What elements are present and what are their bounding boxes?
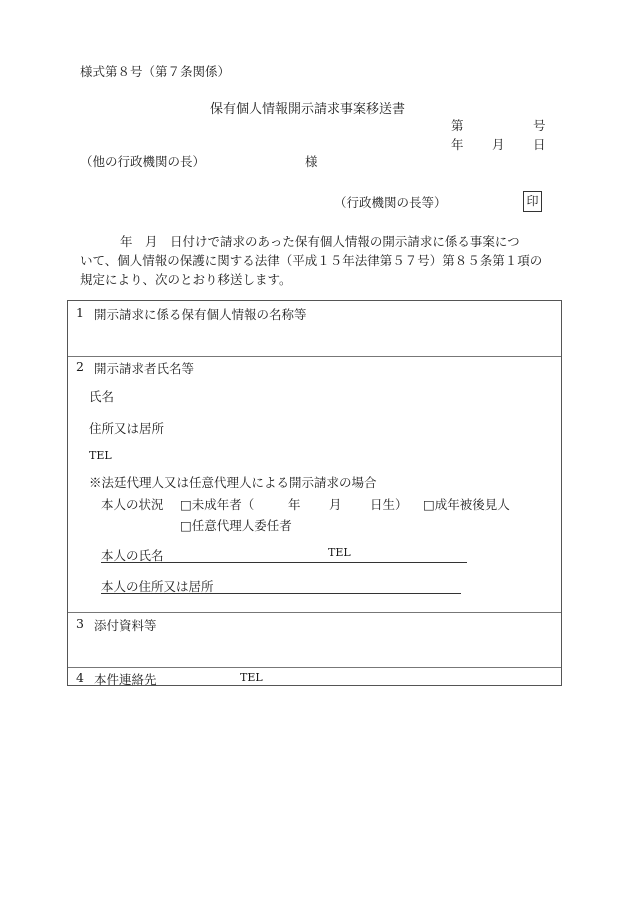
minor-checkbox-option: □未成年者（ bbox=[180, 497, 255, 512]
section-4-title: 本件連絡先 bbox=[94, 672, 157, 687]
number-suffix: 号 bbox=[533, 118, 546, 133]
voluntary-agent-checkbox-option: □任意代理人委任者 bbox=[180, 518, 292, 533]
date-year: 年 bbox=[451, 137, 464, 152]
section-3-number: 3 bbox=[76, 616, 84, 631]
birth-year-label: 年 bbox=[288, 497, 301, 512]
principal-status-label: 本人の状況 bbox=[101, 497, 164, 512]
requester-address-label: 住所又は居所 bbox=[89, 421, 165, 436]
recipient: （他の行政機関の長） bbox=[80, 154, 206, 169]
principal-name-label: 本人の氏名 bbox=[101, 548, 164, 563]
divider-2-3 bbox=[68, 612, 561, 613]
section-1-number: 1 bbox=[76, 305, 84, 320]
agent-request-note: ※法廷代理人又は任意代理人による開示請求の場合 bbox=[89, 475, 377, 490]
requester-tel-label: TEL bbox=[89, 449, 112, 462]
birth-month-label: 月 bbox=[329, 497, 342, 512]
date-day: 日 bbox=[533, 137, 546, 152]
body-line-1: 年 月 日付けで請求のあった保有個人情報の開示請求に係る事案につ bbox=[120, 234, 520, 249]
document-title: 保有個人情報開示請求事案移送書 bbox=[210, 102, 406, 117]
principal-address-underline bbox=[101, 593, 461, 594]
divider-3-4 bbox=[68, 667, 561, 668]
principal-name-underline bbox=[101, 562, 467, 563]
principal-address-label: 本人の住所又は居所 bbox=[101, 579, 214, 594]
contact-tel-label: TEL bbox=[240, 671, 263, 684]
number-prefix: 第 bbox=[451, 118, 464, 133]
body-paragraph bbox=[80, 232, 555, 289]
body-line-2: いて、個人情報の保護に関する法律（平成１５年法律第５７号）第８５条第１項の bbox=[80, 253, 543, 268]
section-1-title: 開示請求に係る保有個人情報の名称等 bbox=[94, 307, 307, 322]
section-4-number: 4 bbox=[76, 670, 84, 685]
sender: （行政機関の長等） bbox=[334, 195, 447, 210]
body-line-3: 規定により、次のとおり移送します。 bbox=[80, 272, 292, 287]
seal-mark: 印 bbox=[523, 191, 542, 212]
adult-ward-checkbox-option: □成年被後見人 bbox=[423, 497, 510, 512]
transfer-details-table bbox=[67, 300, 562, 686]
principal-tel-label: TEL bbox=[328, 546, 351, 559]
section-3-title: 添付資料等 bbox=[94, 618, 157, 633]
honorific: 様 bbox=[305, 154, 318, 169]
section-2-number: 2 bbox=[76, 359, 84, 374]
requester-name-label: 氏名 bbox=[89, 389, 115, 404]
divider-1-2 bbox=[68, 356, 561, 357]
birth-day-label: 日生） bbox=[370, 497, 408, 512]
form-number: 様式第８号（第７条関係） bbox=[80, 64, 231, 79]
section-2-title: 開示請求者氏名等 bbox=[94, 361, 195, 376]
date-month: 月 bbox=[492, 137, 505, 152]
